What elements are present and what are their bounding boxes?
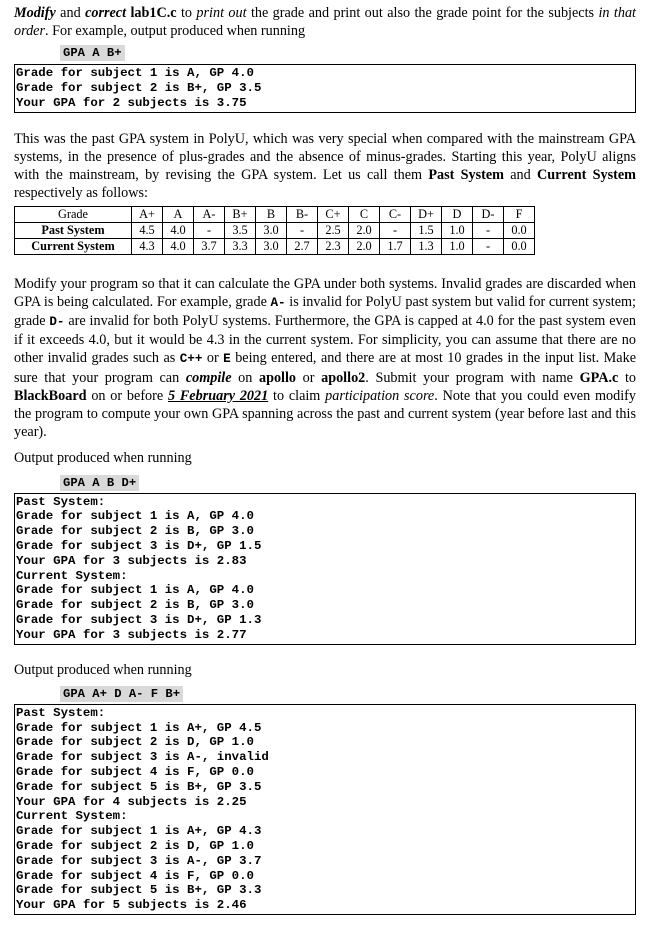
para3-text-10: on or before [86, 387, 168, 404]
intro-filename: lab1C.c [130, 5, 177, 21]
output-line: Current System: [16, 809, 128, 824]
output-line: Grade for subject 2 is B, GP 3.0 [16, 524, 254, 539]
table-cell: 2.0 [349, 238, 380, 254]
para2-current-system: Current System [537, 167, 636, 184]
para2-text-3: respectively as follows: [14, 185, 148, 202]
output-line: Grade for subject 1 is A+, GP 4.5 [16, 720, 262, 735]
table-cell: 0.0 [504, 238, 535, 254]
table-cell: 2.0 [349, 222, 380, 238]
intro-text-4: the grade and print out also the grade point for the subjects [246, 5, 599, 21]
para2-text-1: This was the past GPA system in PolyU, which was very special when compared with the mainstream GPA systems, in the presence of plus-grades and the absence of minus-grades. Starting this year, PolyU aligns with the mainstream, by revising the GPA system. Let us call them [14, 130, 636, 184]
table-cell: 1.0 [442, 222, 473, 238]
output-line: Grade for subject 4 is F, GP 0.0 [16, 765, 254, 779]
table-row-label: Current System [15, 238, 132, 254]
output-line: Grade for subject 2 is B+, GP 3.5 [16, 81, 262, 96]
para3-text-12: . Note that you could even modify the program to compute your own GPA spanning across the past and current system (year before last and this year). [14, 387, 636, 441]
apollo2-word: apollo2 [321, 369, 366, 386]
table-cell: 0.0 [504, 222, 535, 238]
para2-text-2: and [503, 167, 537, 184]
output-box-3 [14, 704, 636, 915]
table-grade-header: A- [194, 206, 225, 222]
para3-text-1: Modify your program so that it can calculate the GPA under both systems. Invalid grades are discarded when GPA is being calculated. For example, grade [14, 275, 636, 310]
output-line: Past System: [16, 705, 106, 720]
table-cell: - [473, 238, 504, 254]
para3-text-2: is invalid for PolyU past system but valid for current system; grade [14, 293, 636, 330]
table-cell: 1.7 [380, 238, 411, 254]
output-line: Grade for subject 5 is B+, GP 3.5 [16, 779, 262, 794]
table-cell: 1.3 [411, 238, 442, 254]
table-cell: 2.7 [287, 238, 318, 254]
intro-text-1: and [55, 5, 86, 21]
para3-text-3: are invalid for both PolyU systems. Furthermore, the GPA is capped at 4.0 for the past system even if it exceeds 4.0, but it would be 4.3 in the current system. For simplicity, you can assume that there are no other invalid grades such as [14, 313, 636, 367]
table-grade-header: B- [287, 206, 318, 222]
output-line: Grade for subject 3 is D+, GP 1.5 [16, 539, 262, 554]
command-3-wrap [60, 684, 636, 701]
code-cpp: C++ [179, 352, 203, 367]
table-row [15, 222, 535, 238]
compile-word: compile [185, 369, 232, 386]
output-line: Your GPA for 4 subjects is 2.25 [16, 794, 247, 809]
table-cell: 1.5 [411, 222, 442, 238]
para2-past-system: Past System [428, 167, 504, 184]
table-cell: 3.7 [194, 238, 225, 254]
apollo-word: apollo [258, 369, 297, 386]
para3-text-5: being entered, and there are at most 10 grades in the input list. Make sure that your program can [14, 350, 636, 386]
output-line: Your GPA for 5 subjects is 2.46 [16, 898, 247, 913]
intro-in-that-order: in that order [14, 5, 636, 40]
para3-text-11: to claim [268, 387, 326, 404]
table-cell: 1.0 [442, 238, 473, 254]
table-cell: 4.5 [132, 222, 163, 238]
para3-text-7: or [296, 369, 322, 386]
table-grade-header: C+ [318, 206, 349, 222]
table-grade-header: A [163, 206, 194, 222]
output-line: Past System: [16, 494, 106, 509]
table-grade-header: D+ [411, 206, 442, 222]
intro-text-5: . For example, output produced when running [45, 23, 306, 40]
para3-text-9: to [618, 369, 637, 386]
output-line: Your GPA for 3 subjects is 2.77 [16, 627, 247, 642]
output-line: Grade for subject 2 is D, GP 1.0 [16, 838, 254, 853]
code-a-minus: A- [270, 295, 286, 310]
table-grade-header: C [349, 206, 380, 222]
table-cell: - [473, 222, 504, 238]
table-cell: 3.3 [225, 238, 256, 254]
output-line: Grade for subject 3 is A-, invalid [16, 750, 269, 765]
table-grade-header: A+ [132, 206, 163, 222]
intro-text-3: to [176, 5, 197, 21]
table-grade-header: D- [473, 206, 504, 222]
table-grade-header: B+ [225, 206, 256, 222]
table-cell: 3.0 [256, 238, 287, 254]
table-grade-header: B [256, 206, 287, 222]
table-cell: 4.3 [132, 238, 163, 254]
command-3: GPA A+ D A- F B+ [60, 686, 183, 702]
table-header-label: Grade [15, 206, 132, 222]
para3-text-8: . Submit your program with name [365, 369, 580, 386]
output-line: Grade for subject 1 is A, GP 4.0 [16, 509, 254, 524]
table-cell: 4.0 [163, 222, 194, 238]
intro-paragraph [14, 4, 636, 40]
table-cell: 3.0 [256, 222, 287, 238]
output-line: Grade for subject 3 is D+, GP 1.3 [16, 613, 262, 628]
output-line: Grade for subject 3 is A-, GP 3.7 [16, 853, 262, 868]
table-grade-header: F [504, 206, 535, 222]
table-cell: - [287, 222, 318, 238]
table-cell: 2.5 [318, 222, 349, 238]
output-line: Your GPA for 3 subjects is 2.83 [16, 553, 247, 568]
output-box-2 [14, 493, 636, 645]
table-cell: - [380, 222, 411, 238]
command-2-wrap [60, 473, 636, 490]
output-line: Grade for subject 1 is A, GP 4.0 [16, 583, 254, 598]
table-row-label: Past System [15, 222, 132, 238]
blackboard-word: BlackBoard [14, 387, 87, 404]
table-grade-header: C- [380, 206, 411, 222]
table-cell: 3.5 [225, 222, 256, 238]
table-cell: - [194, 222, 225, 238]
command-2: GPA A B D+ [60, 475, 139, 491]
output-line: Your GPA for 2 subjects is 3.75 [16, 96, 247, 110]
deadline-date: 5 February 2021 [167, 387, 269, 404]
table-row [15, 238, 535, 254]
output-line: Grade for subject 1 is A+, GP 4.3 [16, 824, 262, 839]
table-grade-header: D [442, 206, 473, 222]
code-e: E [223, 352, 231, 367]
output-label-2: Output produced when running [14, 450, 192, 467]
gpa-table [14, 206, 535, 255]
output-line: Current System: [16, 568, 128, 583]
command-1: GPA A B+ [60, 45, 125, 61]
table-cell: 2.3 [318, 238, 349, 254]
intro-correct: correct [85, 5, 127, 21]
table-header-row [15, 206, 535, 222]
output-line: Grade for subject 2 is B, GP 3.0 [16, 598, 254, 613]
output-line: Grade for subject 1 is A, GP 4.0 [16, 66, 254, 81]
intro-print-out: print out [196, 5, 247, 21]
participation-score: participation score [325, 387, 435, 404]
document-page [14, 0, 636, 915]
intro-modify: Modify [14, 5, 56, 21]
gpa-c-filename: GPA.c [579, 369, 619, 386]
code-d-minus: D- [49, 315, 65, 330]
table-cell: 4.0 [163, 238, 194, 254]
para3-text-6: on [231, 369, 259, 386]
output-box-1 [14, 64, 636, 112]
command-1-wrap [60, 43, 636, 60]
output-label-3: Output produced when running [14, 661, 192, 678]
paragraph-gpa-systems [14, 130, 636, 203]
paragraph-instructions [14, 275, 636, 442]
output-line: Grade for subject 2 is D, GP 1.0 [16, 735, 254, 750]
para3-text-4: or [202, 350, 224, 367]
output-line: Grade for subject 5 is B+, GP 3.3 [16, 883, 262, 898]
output-line: Grade for subject 4 is F, GP 0.0 [16, 868, 254, 883]
